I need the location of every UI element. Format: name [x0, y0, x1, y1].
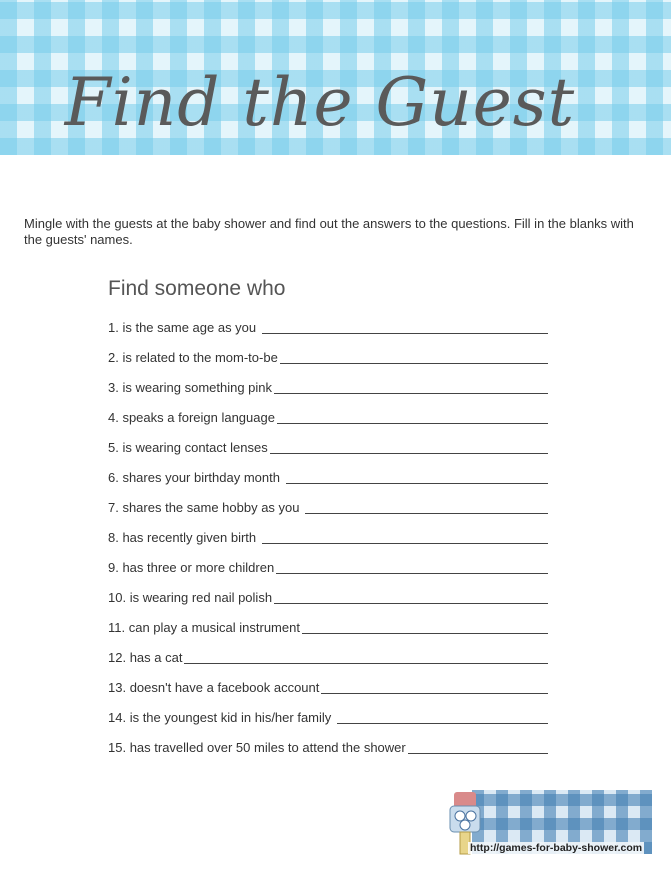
answer-blank[interactable]: [337, 711, 548, 724]
item-number: 9.: [108, 560, 119, 575]
list-item: [108, 459, 548, 489]
answer-blank[interactable]: [280, 351, 548, 364]
item-text: has recently given birth: [118, 530, 260, 545]
page-title: Find the Guest: [64, 64, 576, 141]
item-text: shares the same hobby as you: [118, 500, 304, 515]
list-item: [108, 579, 548, 609]
answer-blank[interactable]: [302, 621, 548, 634]
item-text: speaks a foreign language: [118, 410, 275, 425]
answer-blank[interactable]: [262, 321, 548, 334]
instructions-text: Mingle with the guests at the baby shower and find out the answers to the questions. Fill in the blanks with the guests' names.: [24, 216, 634, 247]
answer-blank[interactable]: [305, 501, 548, 514]
item-number: 6.: [108, 470, 119, 485]
item-number: 5.: [108, 440, 119, 455]
item-text: is the same age as you: [118, 320, 260, 335]
list-item: [108, 639, 548, 669]
answer-blank[interactable]: [274, 381, 548, 394]
item-text: shares your birthday month: [118, 470, 284, 485]
list-item: [108, 609, 548, 639]
item-text: has three or more children: [118, 560, 275, 575]
list-item: [108, 699, 548, 729]
item-text: has a cat: [126, 650, 183, 665]
item-number: 14.: [108, 710, 127, 725]
section-heading: Find someone who: [108, 277, 286, 300]
item-number: 3.: [108, 380, 119, 395]
list-item: [108, 399, 548, 429]
list-item: [108, 519, 548, 549]
item-number: 2.: [108, 350, 119, 365]
list-item: [108, 309, 548, 339]
site-url[interactable]: http://games-for-baby-shower.com: [470, 842, 643, 854]
question-list: [108, 309, 548, 759]
item-number: 7.: [108, 500, 119, 515]
list-item: [108, 339, 548, 369]
list-item: [108, 729, 548, 759]
item-number: 1.: [108, 320, 119, 335]
item-text: is wearing contact lenses: [118, 440, 268, 455]
answer-blank[interactable]: [274, 591, 548, 604]
item-number: 12.: [108, 650, 127, 665]
answer-blank[interactable]: [276, 561, 548, 574]
answer-blank[interactable]: [270, 441, 548, 454]
item-text: is wearing something pink: [118, 380, 273, 395]
answer-blank[interactable]: [262, 531, 548, 544]
list-item: [108, 369, 548, 399]
item-text: can play a musical instrument: [125, 620, 300, 635]
item-text: has travelled over 50 miles to attend the shower: [126, 740, 406, 755]
answer-blank[interactable]: [286, 471, 548, 484]
list-item: [108, 489, 548, 519]
item-text: doesn't have a facebook account: [126, 680, 320, 695]
list-item: [108, 549, 548, 579]
list-item: [108, 429, 548, 459]
item-text: is wearing red nail polish: [126, 590, 273, 605]
item-text: is the youngest kid in his/her family: [126, 710, 335, 725]
answer-blank[interactable]: [184, 651, 548, 664]
item-number: 10.: [108, 590, 127, 605]
item-number: 13.: [108, 680, 127, 695]
item-number: 15.: [108, 740, 127, 755]
list-item: [108, 669, 548, 699]
item-number: 4.: [108, 410, 119, 425]
answer-blank[interactable]: [277, 411, 548, 424]
item-text: is related to the mom-to-be: [118, 350, 278, 365]
site-logo[interactable]: [442, 790, 652, 856]
item-number: 8.: [108, 530, 119, 545]
answer-blank[interactable]: [321, 681, 548, 694]
item-number: 11.: [108, 620, 126, 635]
answer-blank[interactable]: [408, 741, 548, 754]
